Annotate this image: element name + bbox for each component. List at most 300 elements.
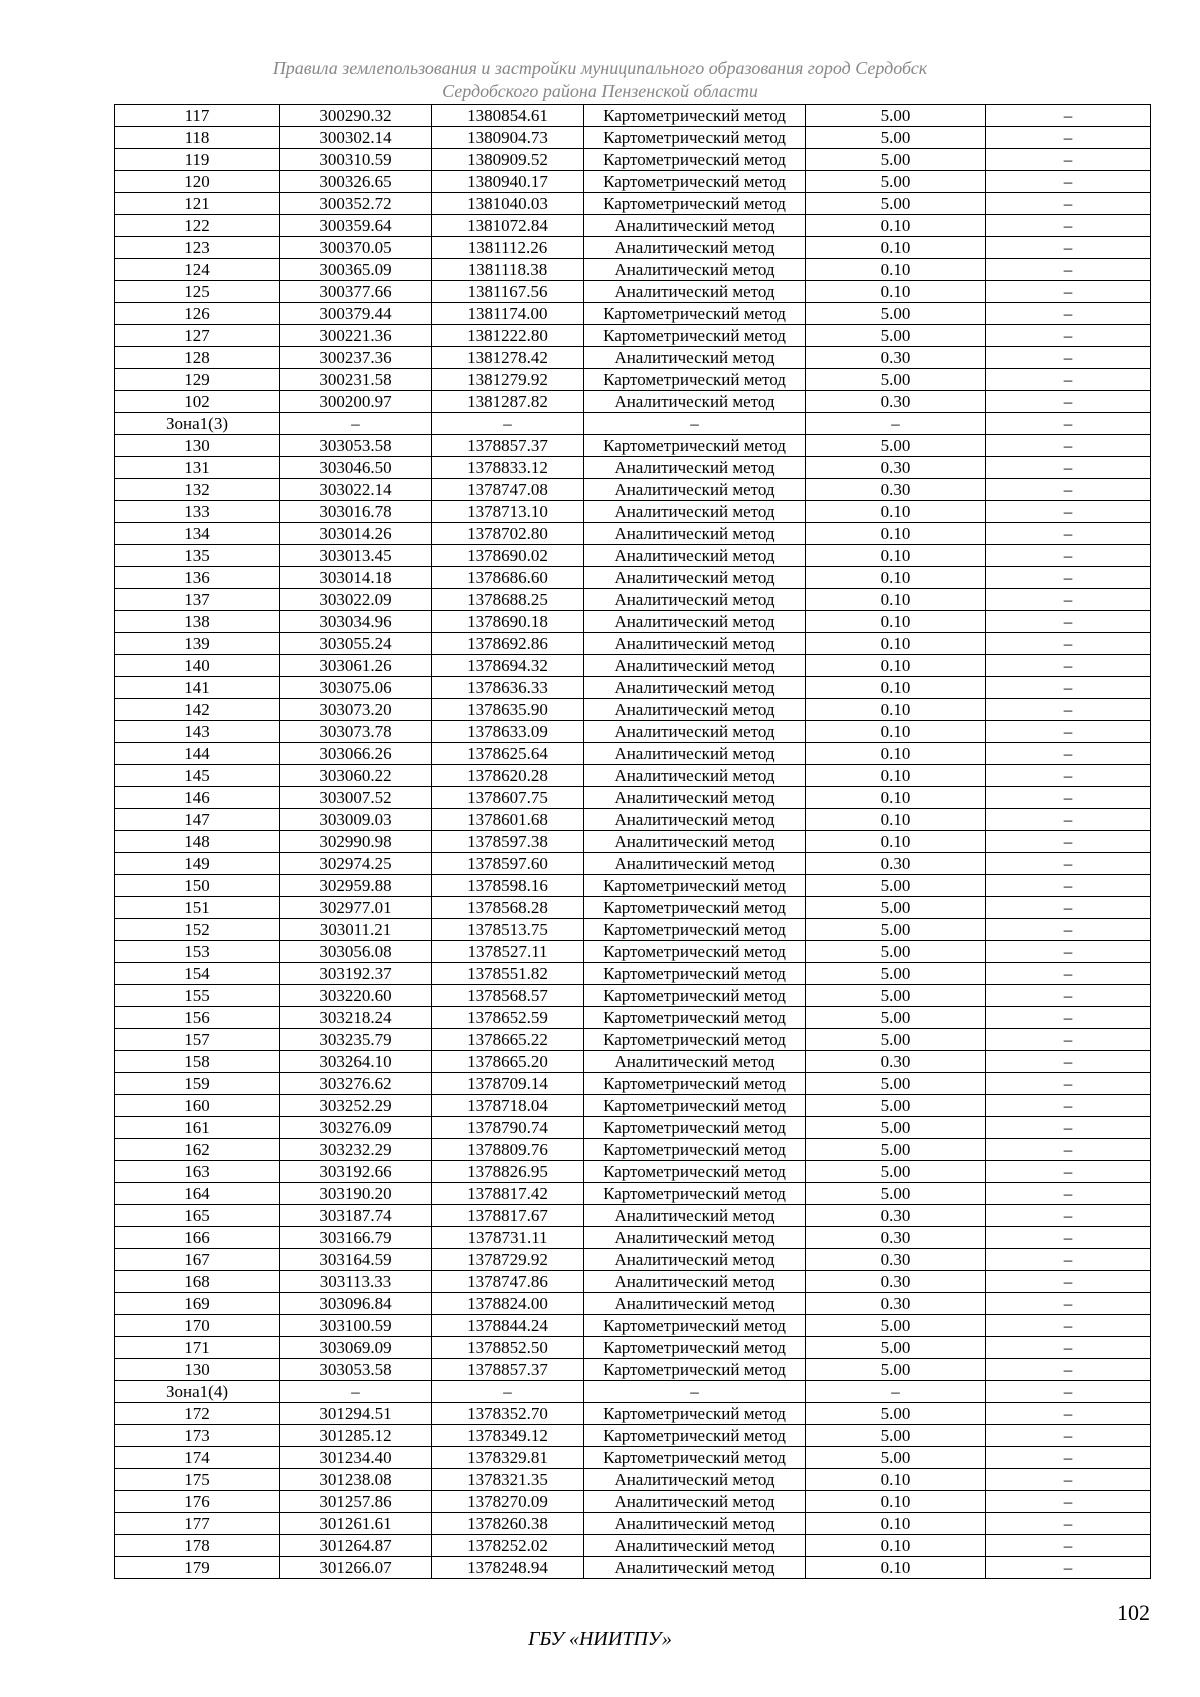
accuracy-cell: 5.00	[806, 105, 986, 127]
x-coordinate-cell: 301294.51	[280, 1403, 432, 1425]
y-coordinate-cell: 1378607.75	[432, 787, 584, 809]
point-number-cell: 169	[115, 1293, 280, 1315]
point-number-cell: 157	[115, 1029, 280, 1051]
accuracy-cell: 5.00	[806, 875, 986, 897]
accuracy-cell: 5.00	[806, 897, 986, 919]
point-number-cell: 130	[115, 435, 280, 457]
accuracy-cell: 0.10	[806, 281, 986, 303]
x-coordinate-cell: 300231.58	[280, 369, 432, 391]
description-cell: –	[986, 1293, 1151, 1315]
x-coordinate-cell: 303235.79	[280, 1029, 432, 1051]
accuracy-cell: 0.30	[806, 391, 986, 413]
point-number-cell: 159	[115, 1073, 280, 1095]
y-coordinate-cell: 1378568.57	[432, 985, 584, 1007]
y-coordinate-cell: 1378352.70	[432, 1403, 584, 1425]
y-coordinate-cell: 1378857.37	[432, 1359, 584, 1381]
description-cell: –	[986, 1469, 1151, 1491]
x-coordinate-cell: 300237.36	[280, 347, 432, 369]
table-row	[115, 919, 1151, 941]
table-row	[115, 589, 1151, 611]
table-row	[115, 1447, 1151, 1469]
method-cell: Картометрический метод	[584, 1337, 806, 1359]
x-coordinate-cell: 303022.14	[280, 479, 432, 501]
table-row	[115, 853, 1151, 875]
x-coordinate-cell: 303073.20	[280, 699, 432, 721]
description-cell: –	[986, 1381, 1151, 1403]
coordinates-table-body	[115, 105, 1151, 1579]
x-coordinate-cell: 303022.09	[280, 589, 432, 611]
point-number-cell: 154	[115, 963, 280, 985]
table-row	[115, 1425, 1151, 1447]
table-row	[115, 1557, 1151, 1579]
accuracy-cell: 0.30	[806, 1293, 986, 1315]
table-row	[115, 1359, 1151, 1381]
table-row	[115, 523, 1151, 545]
accuracy-cell: 5.00	[806, 1359, 986, 1381]
x-coordinate-cell: 300200.97	[280, 391, 432, 413]
x-coordinate-cell: 303096.84	[280, 1293, 432, 1315]
x-coordinate-cell: 303066.26	[280, 743, 432, 765]
y-coordinate-cell: –	[432, 1381, 584, 1403]
point-number-cell: 144	[115, 743, 280, 765]
accuracy-cell: 5.00	[806, 193, 986, 215]
description-cell: –	[986, 391, 1151, 413]
method-cell: Аналитический метод	[584, 1271, 806, 1293]
table-row	[115, 655, 1151, 677]
accuracy-cell: 0.10	[806, 237, 986, 259]
x-coordinate-cell: 300365.09	[280, 259, 432, 281]
description-cell: –	[986, 1227, 1151, 1249]
accuracy-cell: 5.00	[806, 303, 986, 325]
y-coordinate-cell: 1378817.67	[432, 1205, 584, 1227]
description-cell: –	[986, 545, 1151, 567]
method-cell: Аналитический метод	[584, 611, 806, 633]
method-cell: Аналитический метод	[584, 743, 806, 765]
accuracy-cell: 5.00	[806, 149, 986, 171]
x-coordinate-cell: 300221.36	[280, 325, 432, 347]
method-cell: Аналитический метод	[584, 259, 806, 281]
point-number-cell: 162	[115, 1139, 280, 1161]
x-coordinate-cell: 303220.60	[280, 985, 432, 1007]
x-coordinate-cell: 300377.66	[280, 281, 432, 303]
method-cell: Аналитический метод	[584, 391, 806, 413]
y-coordinate-cell: 1378598.16	[432, 875, 584, 897]
method-cell: Аналитический метод	[584, 1557, 806, 1579]
method-cell: Картометрический метод	[584, 941, 806, 963]
y-coordinate-cell: 1378270.09	[432, 1491, 584, 1513]
accuracy-cell: 0.30	[806, 1205, 986, 1227]
method-cell: Аналитический метод	[584, 523, 806, 545]
footer-organization: ГБУ «НИИТПУ»	[528, 1628, 672, 1650]
table-row	[115, 1271, 1151, 1293]
y-coordinate-cell: 1378809.76	[432, 1139, 584, 1161]
point-number-cell: 148	[115, 831, 280, 853]
y-coordinate-cell: 1378713.10	[432, 501, 584, 523]
description-cell: –	[986, 325, 1151, 347]
method-cell: Картометрический метод	[584, 1095, 806, 1117]
method-cell: Аналитический метод	[584, 699, 806, 721]
y-coordinate-cell: 1378694.32	[432, 655, 584, 677]
table-row	[115, 369, 1151, 391]
method-cell: Картометрический метод	[584, 435, 806, 457]
accuracy-cell: 0.30	[806, 853, 986, 875]
y-coordinate-cell: 1381174.00	[432, 303, 584, 325]
x-coordinate-cell: 303009.03	[280, 809, 432, 831]
x-coordinate-cell: 300290.32	[280, 105, 432, 127]
accuracy-cell: 5.00	[806, 1447, 986, 1469]
method-cell: Картометрический метод	[584, 1315, 806, 1337]
accuracy-cell: 0.10	[806, 259, 986, 281]
description-cell: –	[986, 721, 1151, 743]
accuracy-cell: 5.00	[806, 1139, 986, 1161]
accuracy-cell: 5.00	[806, 985, 986, 1007]
method-cell: Аналитический метод	[584, 589, 806, 611]
x-coordinate-cell: 301266.07	[280, 1557, 432, 1579]
description-cell: –	[986, 765, 1151, 787]
running-header-line-2: Сердобского района Пензенской области	[442, 81, 758, 101]
point-number-cell: 136	[115, 567, 280, 589]
table-row	[115, 479, 1151, 501]
y-coordinate-cell: 1378625.64	[432, 743, 584, 765]
table-row	[115, 1535, 1151, 1557]
table-row	[115, 677, 1151, 699]
description-cell: –	[986, 281, 1151, 303]
x-coordinate-cell: –	[280, 413, 432, 435]
description-cell: –	[986, 963, 1151, 985]
x-coordinate-cell: 303014.18	[280, 567, 432, 589]
x-coordinate-cell: 300326.65	[280, 171, 432, 193]
description-cell: –	[986, 941, 1151, 963]
point-number-cell: 102	[115, 391, 280, 413]
accuracy-cell: 5.00	[806, 127, 986, 149]
x-coordinate-cell: 303055.24	[280, 633, 432, 655]
accuracy-cell: 0.10	[806, 787, 986, 809]
method-cell: Картометрический метод	[584, 127, 806, 149]
accuracy-cell: 0.10	[806, 721, 986, 743]
description-cell: –	[986, 567, 1151, 589]
point-number-cell: 177	[115, 1513, 280, 1535]
point-number-cell: 141	[115, 677, 280, 699]
y-coordinate-cell: 1378857.37	[432, 435, 584, 457]
x-coordinate-cell: 303192.37	[280, 963, 432, 985]
method-cell: Картометрический метод	[584, 149, 806, 171]
y-coordinate-cell: 1378597.38	[432, 831, 584, 853]
description-cell: –	[986, 1513, 1151, 1535]
x-coordinate-cell: 302974.25	[280, 853, 432, 875]
y-coordinate-cell: 1378709.14	[432, 1073, 584, 1095]
point-number-cell: 143	[115, 721, 280, 743]
accuracy-cell: 5.00	[806, 1073, 986, 1095]
description-cell: –	[986, 457, 1151, 479]
method-cell: Аналитический метод	[584, 281, 806, 303]
x-coordinate-cell: 303166.79	[280, 1227, 432, 1249]
y-coordinate-cell: 1378252.02	[432, 1535, 584, 1557]
x-coordinate-cell: 303013.45	[280, 545, 432, 567]
y-coordinate-cell: 1378826.95	[432, 1161, 584, 1183]
method-cell: Аналитический метод	[584, 721, 806, 743]
point-number-cell: 133	[115, 501, 280, 523]
table-row	[115, 1029, 1151, 1051]
x-coordinate-cell: 303053.58	[280, 435, 432, 457]
method-cell: Картометрический метод	[584, 1359, 806, 1381]
description-cell: –	[986, 1535, 1151, 1557]
method-cell: Картометрический метод	[584, 1425, 806, 1447]
point-number-cell: 118	[115, 127, 280, 149]
y-coordinate-cell: 1381278.42	[432, 347, 584, 369]
description-cell: –	[986, 1007, 1151, 1029]
table-row	[115, 721, 1151, 743]
table-row	[115, 1117, 1151, 1139]
description-cell: –	[986, 171, 1151, 193]
description-cell: –	[986, 589, 1151, 611]
table-row	[115, 1491, 1151, 1513]
point-number-cell: 123	[115, 237, 280, 259]
table-row	[115, 1139, 1151, 1161]
description-cell: –	[986, 809, 1151, 831]
point-number-cell: 167	[115, 1249, 280, 1271]
coordinates-table	[114, 104, 1151, 1579]
method-cell: Картометрический метод	[584, 875, 806, 897]
method-cell: Аналитический метод	[584, 633, 806, 655]
x-coordinate-cell: 303073.78	[280, 721, 432, 743]
y-coordinate-cell: 1378260.38	[432, 1513, 584, 1535]
accuracy-cell: 0.30	[806, 1051, 986, 1073]
method-cell: Картометрический метод	[584, 1073, 806, 1095]
point-number-cell: 178	[115, 1535, 280, 1557]
y-coordinate-cell: 1381222.80	[432, 325, 584, 347]
point-number-cell: 147	[115, 809, 280, 831]
accuracy-cell: 0.10	[806, 1513, 986, 1535]
x-coordinate-cell: 301264.87	[280, 1535, 432, 1557]
x-coordinate-cell: 303056.08	[280, 941, 432, 963]
method-cell: Картометрический метод	[584, 1139, 806, 1161]
table-row	[115, 545, 1151, 567]
method-cell: Аналитический метод	[584, 457, 806, 479]
y-coordinate-cell: 1378597.60	[432, 853, 584, 875]
method-cell: Картометрический метод	[584, 1029, 806, 1051]
description-cell: –	[986, 1557, 1151, 1579]
table-row	[115, 875, 1151, 897]
accuracy-cell: 0.10	[806, 1469, 986, 1491]
method-cell: Картометрический метод	[584, 1403, 806, 1425]
y-coordinate-cell: 1380909.52	[432, 149, 584, 171]
description-cell: –	[986, 1051, 1151, 1073]
x-coordinate-cell: 303061.26	[280, 655, 432, 677]
point-number-cell: 171	[115, 1337, 280, 1359]
method-cell: Аналитический метод	[584, 1469, 806, 1491]
x-coordinate-cell: 300352.72	[280, 193, 432, 215]
table-row	[115, 1381, 1151, 1403]
x-coordinate-cell: 302959.88	[280, 875, 432, 897]
accuracy-cell: 0.10	[806, 215, 986, 237]
description-cell: –	[986, 1491, 1151, 1513]
accuracy-cell: 0.10	[806, 567, 986, 589]
y-coordinate-cell: 1378527.11	[432, 941, 584, 963]
x-coordinate-cell: 303276.09	[280, 1117, 432, 1139]
x-coordinate-cell: 303011.21	[280, 919, 432, 941]
description-cell: –	[986, 831, 1151, 853]
x-coordinate-cell: 301261.61	[280, 1513, 432, 1535]
point-number-cell: 124	[115, 259, 280, 281]
table-row	[115, 1249, 1151, 1271]
point-number-cell: 134	[115, 523, 280, 545]
y-coordinate-cell: 1378824.00	[432, 1293, 584, 1315]
y-coordinate-cell: 1378248.94	[432, 1557, 584, 1579]
accuracy-cell: 0.10	[806, 1491, 986, 1513]
y-coordinate-cell: 1381040.03	[432, 193, 584, 215]
method-cell: Аналитический метод	[584, 501, 806, 523]
point-number-cell: 173	[115, 1425, 280, 1447]
method-cell: Аналитический метод	[584, 237, 806, 259]
table-row	[115, 963, 1151, 985]
x-coordinate-cell: 303016.78	[280, 501, 432, 523]
y-coordinate-cell: 1378690.18	[432, 611, 584, 633]
method-cell: Аналитический метод	[584, 677, 806, 699]
table-row	[115, 347, 1151, 369]
table-row	[115, 413, 1151, 435]
accuracy-cell: 0.10	[806, 589, 986, 611]
method-cell: Аналитический метод	[584, 347, 806, 369]
y-coordinate-cell: 1378551.82	[432, 963, 584, 985]
table-row	[115, 193, 1151, 215]
table-row	[115, 1469, 1151, 1491]
accuracy-cell: 5.00	[806, 1029, 986, 1051]
accuracy-cell: 5.00	[806, 1425, 986, 1447]
accuracy-cell: 0.10	[806, 677, 986, 699]
description-cell: –	[986, 105, 1151, 127]
point-number-cell: 168	[115, 1271, 280, 1293]
method-cell: Картометрический метод	[584, 963, 806, 985]
description-cell: –	[986, 413, 1151, 435]
accuracy-cell: 5.00	[806, 1117, 986, 1139]
description-cell: –	[986, 1447, 1151, 1469]
method-cell: Аналитический метод	[584, 1051, 806, 1073]
x-coordinate-cell: 301285.12	[280, 1425, 432, 1447]
method-cell: Аналитический метод	[584, 215, 806, 237]
y-coordinate-cell: 1378513.75	[432, 919, 584, 941]
description-cell: –	[986, 501, 1151, 523]
point-number-cell: 150	[115, 875, 280, 897]
point-number-cell: 139	[115, 633, 280, 655]
y-coordinate-cell: 1380854.61	[432, 105, 584, 127]
point-number-cell: 158	[115, 1051, 280, 1073]
point-number-cell: Зона1(4)	[115, 1381, 280, 1403]
method-cell: Картометрический метод	[584, 193, 806, 215]
table-row	[115, 611, 1151, 633]
y-coordinate-cell: 1378633.09	[432, 721, 584, 743]
accuracy-cell: 0.10	[806, 501, 986, 523]
table-row	[115, 1513, 1151, 1535]
page-number: 102	[1117, 1600, 1150, 1625]
point-number-cell: 138	[115, 611, 280, 633]
accuracy-cell: 5.00	[806, 963, 986, 985]
x-coordinate-cell: 300379.44	[280, 303, 432, 325]
table-row	[115, 149, 1151, 171]
point-number-cell: 163	[115, 1161, 280, 1183]
description-cell: –	[986, 853, 1151, 875]
point-number-cell: 128	[115, 347, 280, 369]
method-cell: –	[584, 1381, 806, 1403]
description-cell: –	[986, 149, 1151, 171]
description-cell: –	[986, 193, 1151, 215]
x-coordinate-cell: –	[280, 1381, 432, 1403]
description-cell: –	[986, 435, 1151, 457]
description-cell: –	[986, 1315, 1151, 1337]
description-cell: –	[986, 215, 1151, 237]
description-cell: –	[986, 1073, 1151, 1095]
point-number-cell: 146	[115, 787, 280, 809]
y-coordinate-cell: 1380940.17	[432, 171, 584, 193]
method-cell: Аналитический метод	[584, 1293, 806, 1315]
y-coordinate-cell: 1378790.74	[432, 1117, 584, 1139]
description-cell: –	[986, 1337, 1151, 1359]
y-coordinate-cell: 1378833.12	[432, 457, 584, 479]
description-cell: –	[986, 1249, 1151, 1271]
y-coordinate-cell: 1378601.68	[432, 809, 584, 831]
x-coordinate-cell: 303046.50	[280, 457, 432, 479]
method-cell: Картометрический метод	[584, 1161, 806, 1183]
description-cell: –	[986, 787, 1151, 809]
accuracy-cell: 5.00	[806, 435, 986, 457]
method-cell: Картометрический метод	[584, 897, 806, 919]
accuracy-cell: 5.00	[806, 1403, 986, 1425]
accuracy-cell: 0.10	[806, 765, 986, 787]
y-coordinate-cell: 1378731.11	[432, 1227, 584, 1249]
x-coordinate-cell: 300310.59	[280, 149, 432, 171]
point-number-cell: 174	[115, 1447, 280, 1469]
table-row	[115, 391, 1151, 413]
method-cell: Аналитический метод	[584, 1249, 806, 1271]
method-cell: Картометрический метод	[584, 303, 806, 325]
accuracy-cell: 0.10	[806, 809, 986, 831]
description-cell: –	[986, 1205, 1151, 1227]
description-cell: –	[986, 875, 1151, 897]
table-row	[115, 743, 1151, 765]
x-coordinate-cell: 300359.64	[280, 215, 432, 237]
table-row	[115, 1183, 1151, 1205]
x-coordinate-cell: 303218.24	[280, 1007, 432, 1029]
accuracy-cell: 5.00	[806, 1161, 986, 1183]
table-row	[115, 435, 1151, 457]
point-number-cell: 175	[115, 1469, 280, 1491]
table-row	[115, 1337, 1151, 1359]
point-number-cell: 151	[115, 897, 280, 919]
table-row	[115, 1205, 1151, 1227]
description-cell: –	[986, 1271, 1151, 1293]
y-coordinate-cell: 1378568.28	[432, 897, 584, 919]
table-row	[115, 215, 1151, 237]
point-number-cell: 170	[115, 1315, 280, 1337]
method-cell: Аналитический метод	[584, 545, 806, 567]
accuracy-cell: 0.30	[806, 347, 986, 369]
accuracy-cell: –	[806, 1381, 986, 1403]
accuracy-cell: 5.00	[806, 1183, 986, 1205]
point-number-cell: 129	[115, 369, 280, 391]
description-cell: –	[986, 919, 1151, 941]
method-cell: Картометрический метод	[584, 325, 806, 347]
point-number-cell: 135	[115, 545, 280, 567]
point-number-cell: 131	[115, 457, 280, 479]
accuracy-cell: 0.10	[806, 743, 986, 765]
y-coordinate-cell: 1378349.12	[432, 1425, 584, 1447]
y-coordinate-cell: 1378718.04	[432, 1095, 584, 1117]
method-cell: Картометрический метод	[584, 105, 806, 127]
description-cell: –	[986, 677, 1151, 699]
point-number-cell: 156	[115, 1007, 280, 1029]
x-coordinate-cell: 303232.29	[280, 1139, 432, 1161]
description-cell: –	[986, 237, 1151, 259]
accuracy-cell: 0.10	[806, 611, 986, 633]
